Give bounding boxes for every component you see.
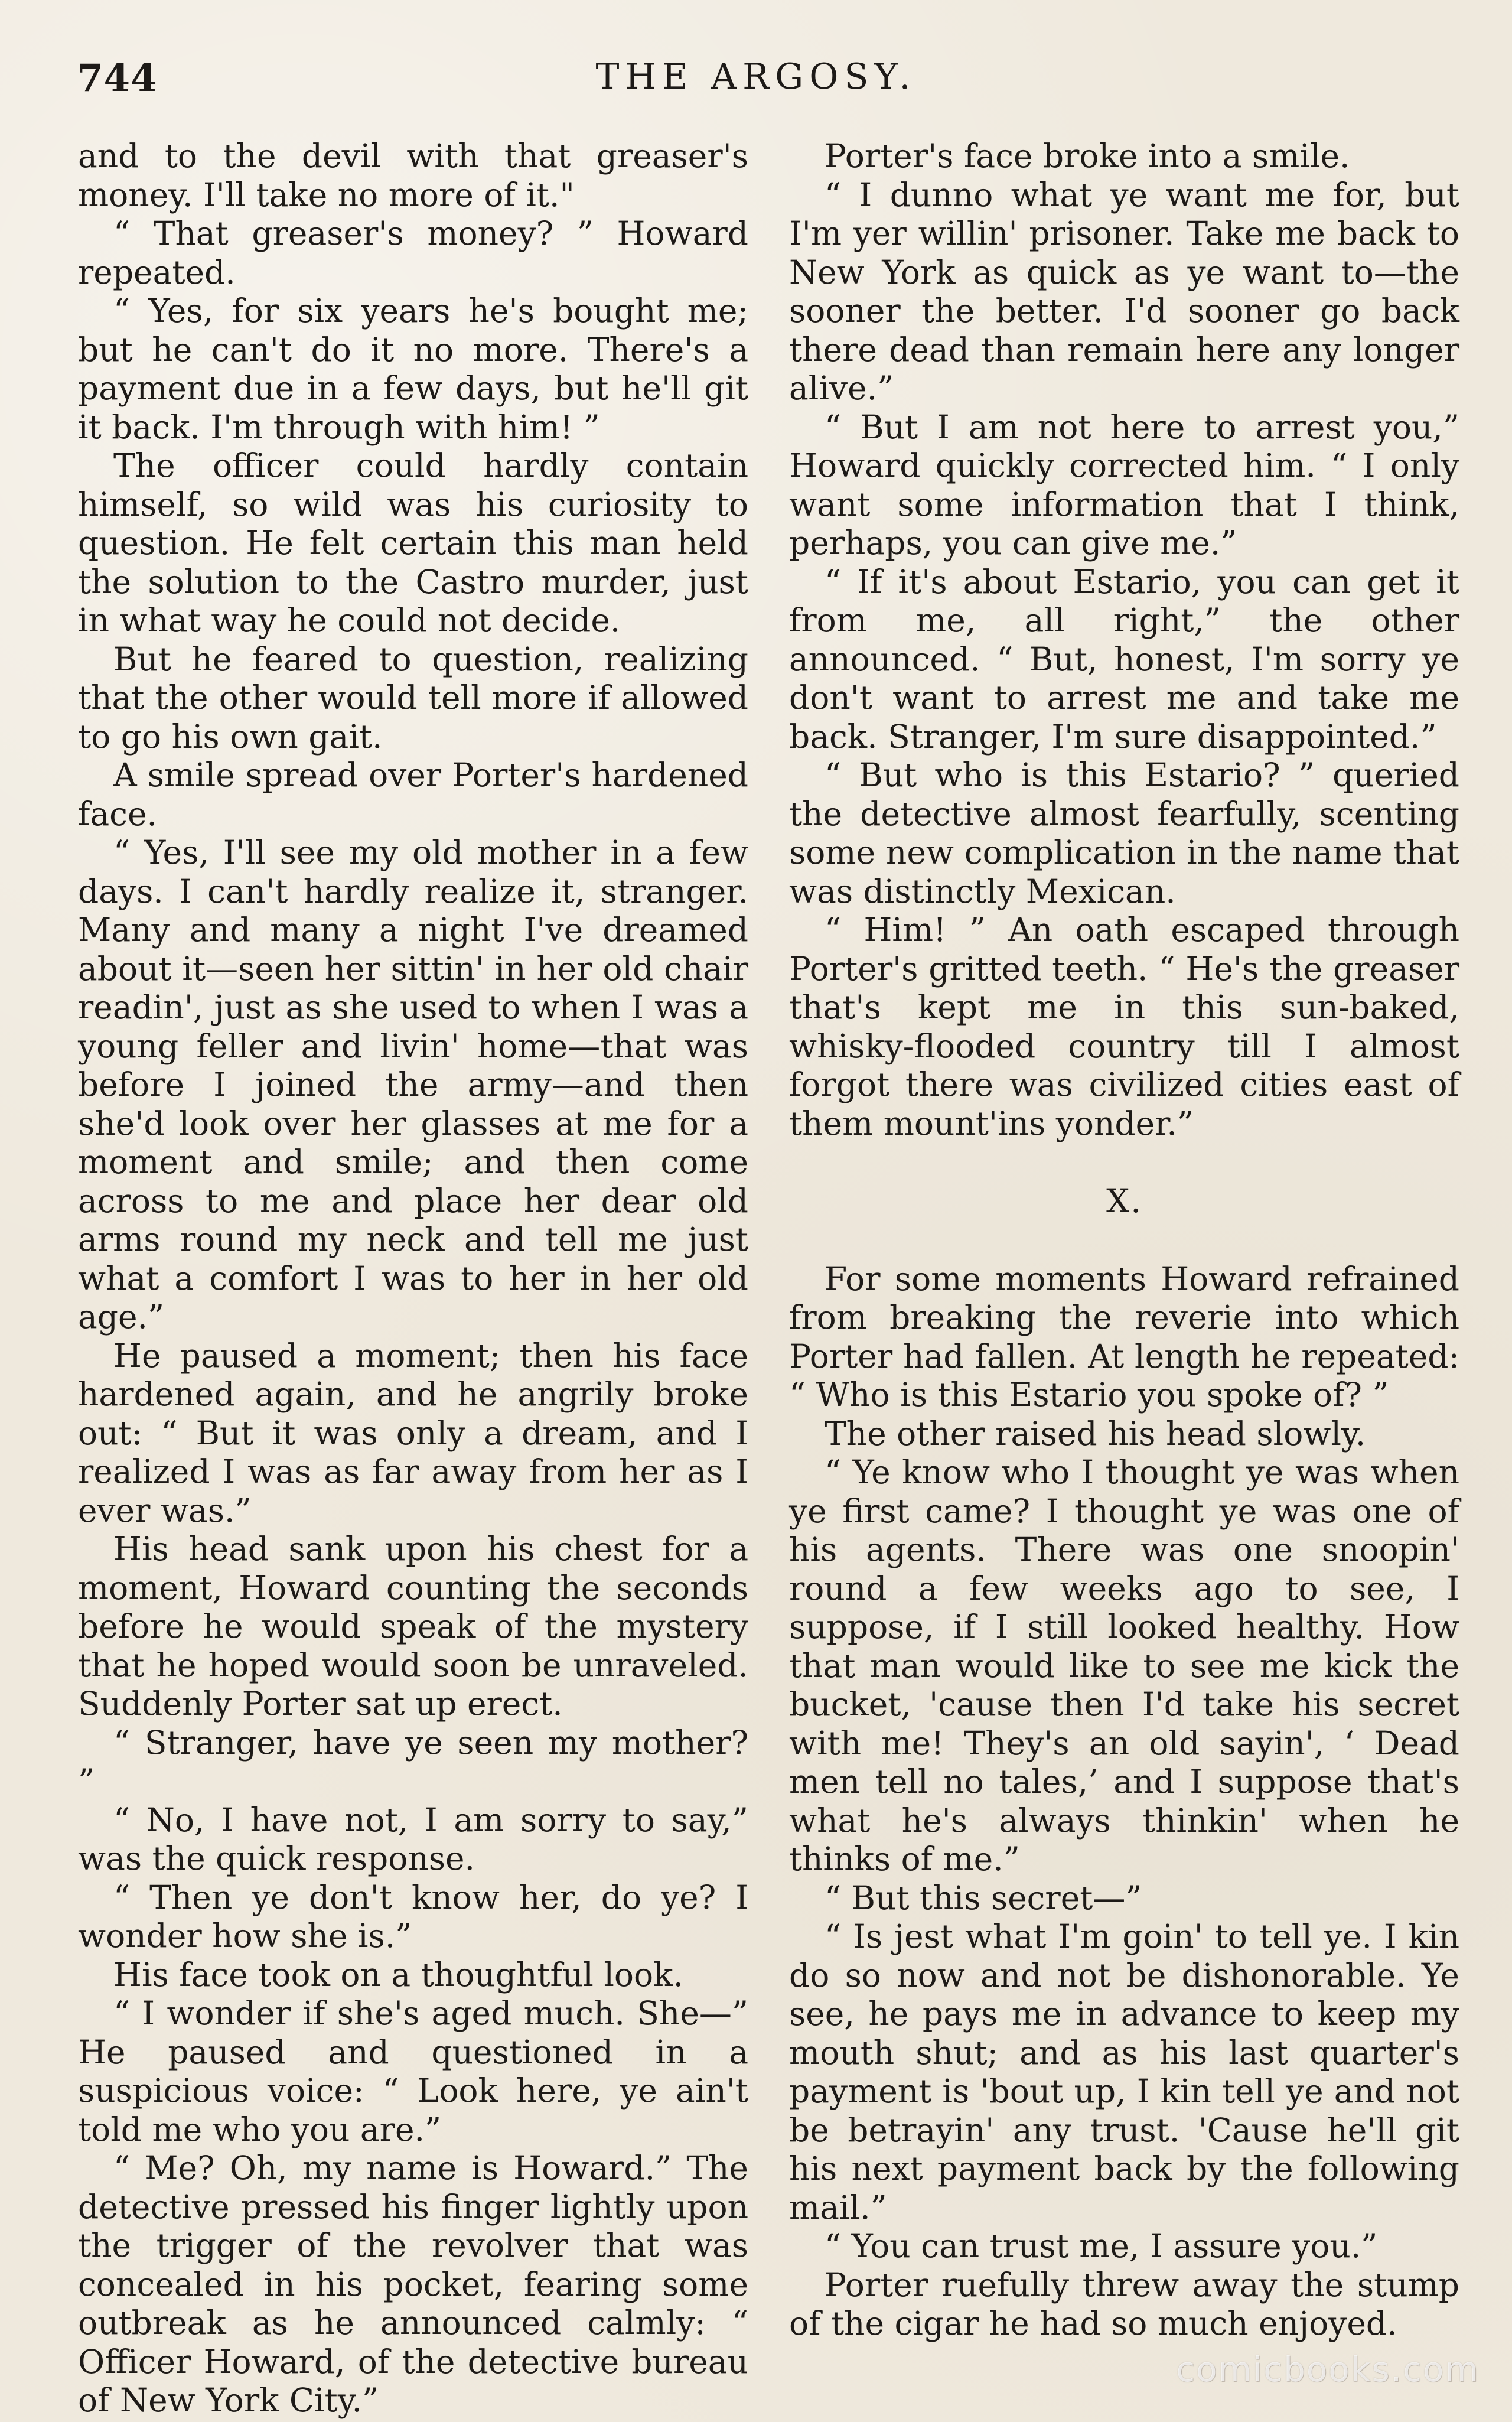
paragraph: He paused a moment; then his face hardened again, and he angrily broke out: “ But it was only a dream, and I realized I was as far away from her as I ever was.” <box>78 1336 748 1529</box>
paragraph: A smile spread over Porter's hardened face. <box>78 756 748 833</box>
paragraph: and to the devil with that greaser's money. I'll take no more of it." <box>78 137 748 214</box>
paragraph: Porter's face broke into a smile. <box>825 137 1350 175</box>
paragraph: “ No, I have not, I am sorry to say,” was the quick response. <box>78 1801 748 1877</box>
paragraph: “ But I am not here to arrest you,” Howard quickly corrected him. “ I only want some information that I think, perhaps, you can give me.” <box>789 408 1459 562</box>
paragraph: “ But this secret—” <box>825 1879 1142 1917</box>
paragraph: The other raised his head slowly. <box>825 1414 1366 1453</box>
paragraph: “ I dunno what ye want me for, but I'm yer willin' prisoner. Take me back to New York as quick as ye want to—the sooner the better. I'd sooner go back there dead than remain here any longer alive.” <box>789 175 1459 407</box>
paragraph: “ Yes, I'll see my old mother in a few days. I can't hardly realize it, stranger. Many and many a night I've dreamed about it—seen her sittin' in her old chair readin', just as she used to when I was a young feller and livin' home—that was before I joined the army—and then she'd look over her glasses at me for a moment and smile; and then come across to me and place her dear old arms round my neck and tell me just what a comfort I was to her in her old age.” <box>78 834 748 1336</box>
page-number: 744 <box>77 56 158 100</box>
paragraph: “ Ye know who I thought ye was when ye first came? I thought ye was one of his agents. There was one snoopin' round a few weeks ago to see, I suppose, if I still looked healthy. How that man would like to see me kick the bucket, 'cause then I'd take his secret with me! They's an old sayin', ‘ Dead men tell no tales,’ and I suppose that's what he's always thinkin' when he thinks of me.” <box>789 1453 1459 1878</box>
paragraph: “ That greaser's money? ” Howard repeated. <box>78 214 748 291</box>
paragraph: “ But who is this Estario? ” queried the detective almost fearfully, scenting some new complication in the name that was distinctly Mexican. <box>789 756 1459 910</box>
paragraph: For some moments Howard refrained from breaking the reverie into which Porter had fallen. At length he repeated: “ Who is this Estario you spoke of? ” <box>789 1259 1459 1414</box>
paragraph: “ Is jest what I'm goin' to tell ye. I kin do so now and not be dishonorable. Ye see, he pays me in advance to keep my mouth shut; and as his last quarter's payment is 'bout up, I kin tell ye and not be betrayin' any trust. 'Cause he'll git his next payment back by the following mail.” <box>789 1918 1459 2226</box>
watermark: comicbooks.com <box>1176 2349 1480 2390</box>
paragraph: But he feared to question, realizing that the other would tell more if allowed to go his own gait. <box>78 640 748 756</box>
paragraph: Porter ruefully threw away the stump of the cigar he had so much enjoyed. <box>789 2265 1459 2342</box>
paragraph: “ I wonder if she's aged much. She—” He paused and questioned in a suspicious voice: “ Look here, ye ain't told me who you are.” <box>78 1994 748 2148</box>
paragraph: The officer could hardly contain himself, so wild was his curiosity to question. He felt certain this man held the solution to the Castro murder, just in what way he could not decide. <box>78 447 748 639</box>
paragraph: “ If it's about Estario, you can get it from me, all right,” the other announced. “ But, honest, I'm sorry ye don't want to arrest me and take me back. Stranger, I'm sure disappointed.” <box>789 562 1459 756</box>
section-heading: X. <box>1106 1182 1142 1220</box>
paragraph: His face took on a thoughtful look. <box>113 1955 683 1994</box>
paragraph: “ Then ye don't know her, do ye? I wonder how she is.” <box>78 1878 748 1955</box>
right-column <box>789 137 1459 2343</box>
running-title: THE ARGOSY. <box>595 56 917 97</box>
paragraph: “ Him! ” An oath escaped through Porter's gritted teeth. “ He's the greaser that's kept me in this sun-baked, whisky-flooded country till I almost forgot there was civilized cities east of them mount'ins yonder.” <box>789 911 1459 1142</box>
paragraph: “ Yes, for six years he's bought me; but he can't do it no more. There's a payment due in a few days, but he'll git it back. I'm through with him! ” <box>78 292 748 446</box>
paragraph: “ Stranger, have ye seen my mother? ” <box>78 1723 748 1800</box>
paragraph: His head sank upon his chest for a moment, Howard counting the seconds before he would speak of the mystery that he hoped would soon be unraveled. Suddenly Porter sat up erect. <box>78 1530 748 1723</box>
paragraph: “ Me? Oh, my name is Howard.” The detective pressed his finger lightly upon the trigger of the revolver that was concealed in his pocket, fearing some outbreak as he announced calmly: “ Officer Howard, of the detective bureau of New York City.” <box>78 2149 748 2419</box>
paragraph: “ You can trust me, I assure you.” <box>825 2227 1378 2265</box>
left-column <box>78 137 748 2420</box>
